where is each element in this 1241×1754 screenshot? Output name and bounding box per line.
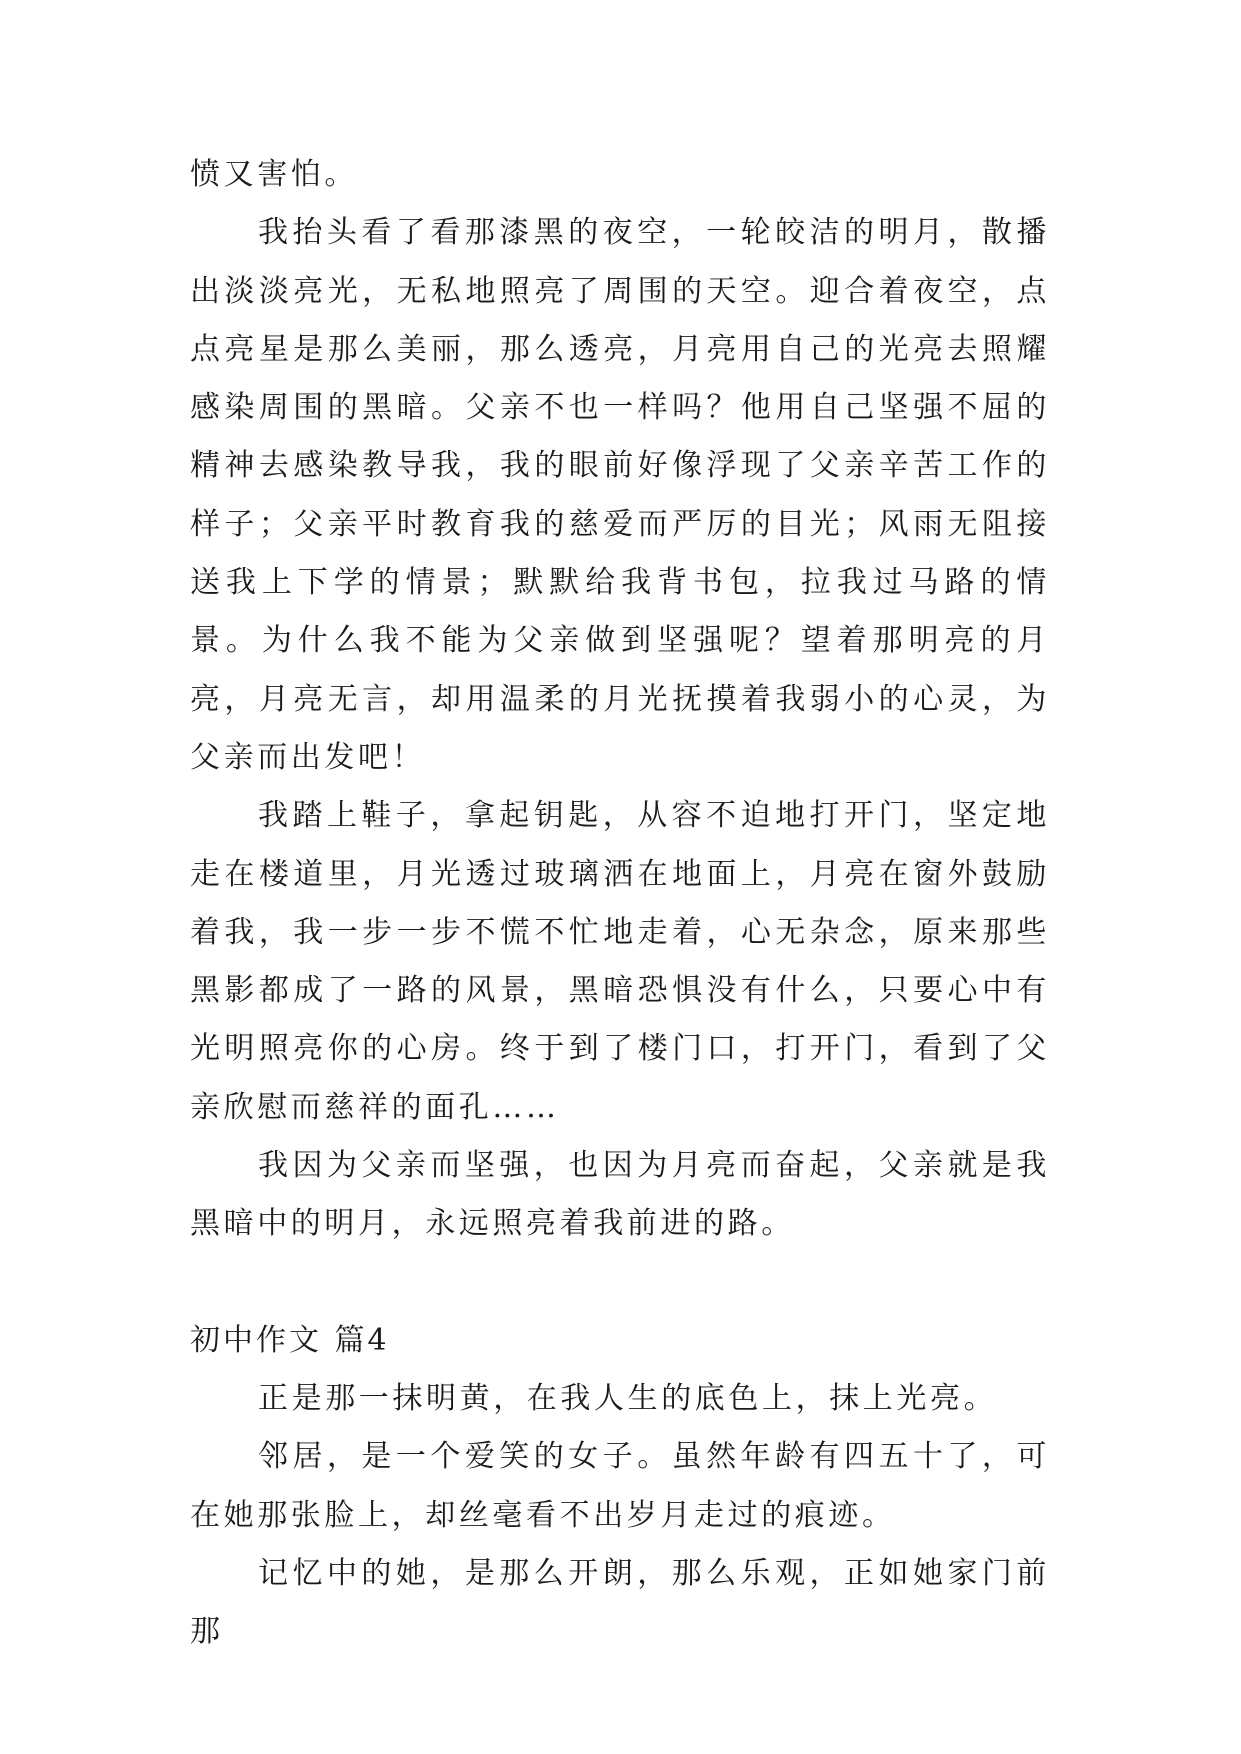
paragraph-7: 记忆中的她，是那么开朗，那么乐观，正如她家门前那 [190, 1555, 1050, 1650]
paragraph-3: 我踏上鞋子，拿起钥匙，从容不迫地打开门，坚定地走在楼道里，月光透过玻璃洒在地面上，月亮在窗外鼓励着我，我一步一步不慌不忙地走着，心无杂念，原来那些黑影都成了一路的风景，黑暗恐惧没有什么，只要心中有光明照亮你的心房。终于到了楼门口，打开门，看到了父亲欣慰而慈祥的面孔…… [190, 798, 1050, 1125]
paragraph-4: 我因为父亲而坚强，也因为月亮而奋起，父亲就是我黑暗中的明月，永远照亮着我前进的路。 [190, 1148, 1050, 1242]
document-page [190, 146, 1050, 1661]
section-heading: 初中作文 篇4 [190, 1322, 390, 1358]
section-gap [190, 1254, 1050, 1312]
paragraph-2: 我抬头看了看那漆黑的夜空，一轮皎洁的明月，散播出淡淡亮光，无私地照亮了周围的天空。迎合着夜空，点点亮星是那么美丽，那么透亮，月亮用自己的光亮去照耀感染周围的黑暗。父亲不也一样吗？他用自己坚强不屈的精神去感染教导我，我的眼前好像浮现了父亲辛苦工作的样子；父亲平时教育我的慈爱而严厉的目光；风雨无阻接送我上下学的情景；默默给我背书包，拉我过马路的情景。为什么我不能为父亲做到坚强呢？望着那明亮的月亮，月亮无言，却用温柔的月光抚摸着我弱小的心灵，为父亲而出发吧！ [190, 215, 1050, 775]
paragraph-5: 正是那一抹明黄，在我人生的底色上，抹上光亮。 [258, 1380, 998, 1416]
paragraph-6: 邻居，是一个爱笑的女子。虽然年龄有四五十了，可在她那张脸上，却丝毫看不出岁月走过的痕迹。 [190, 1439, 1050, 1533]
paragraph-1: 愤又害怕。 [190, 157, 358, 192]
